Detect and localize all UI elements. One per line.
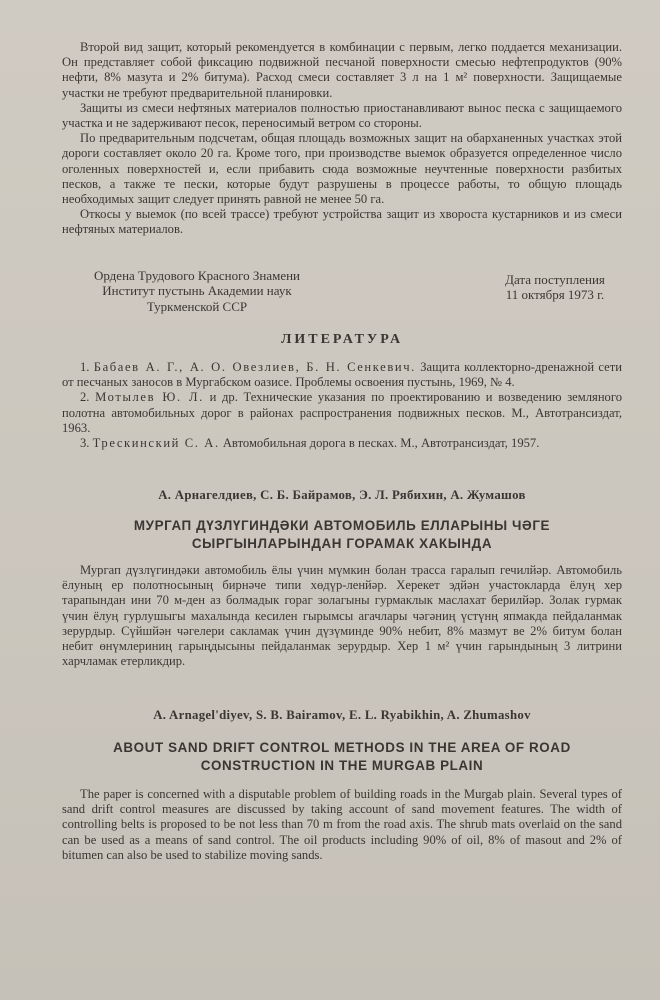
turkmen-authors: А. Арнагелдиев, С. Б. Байрамов, Э. Л. Рябихин, А. Жумашов (158, 488, 526, 502)
affiliation-line-3: Туркменской ССР (146, 298, 248, 314)
reference-number: 1. (80, 360, 90, 374)
reference-text: Автомобильная дорога в песках. М., Автотрансиздат, 1957. (219, 436, 540, 451)
english-title-line-2: CONSTRUCTION IN THE MURGAB PLAIN (200, 758, 484, 773)
reference-1 (62, 360, 622, 390)
english-summary (62, 708, 622, 863)
intro-section (62, 40, 622, 238)
reference-3 (62, 436, 622, 451)
literature-heading: ЛИТЕРАТУРА (280, 332, 404, 347)
turkmen-summary (62, 488, 622, 669)
intro-paragraph-2: Защиты из смеси нефтяных материалов полностью приостанавливают вынос песка с защищаемого участка и не задерживают песок, переносимый ветром со стороны. (62, 100, 622, 131)
reference-authors: Мотылев Ю. Л. (95, 390, 204, 405)
literature-section (62, 332, 622, 451)
reference-text: и др. Технические указания по проектированию и возведению земляного полотна автомобильных дорог в районах распространения подвижных песков. М., Автотрансиздат, 1963. (62, 390, 622, 435)
intro-paragraph-4: Откосы у выемок (по всей трассе) требуют устройства защит из хвороста кустарников и из смеси нефтяных материалов. (62, 207, 622, 237)
reference-authors: Бабаев А. Г., А. О. Овезлиев, Б. Н. Сенкевич. (93, 360, 416, 374)
affiliation-block (62, 268, 332, 314)
turkmen-title-line-2: СЫРГЫНЛАРЫНДАН ГОРАМАК ХАКЫНДА (191, 536, 493, 551)
received-label: Дата поступления (505, 272, 605, 287)
received-date-block (480, 272, 630, 303)
reference-text: Защита коллекторно-дренажной сети от песчаных заносов в Мургабском оазисе. Проблемы освоения пустынь, 1969, № 4. (62, 360, 622, 390)
intro-paragraph-1: Второй вид защит, который рекомендуется в комбинации с первым, легко поддается механизации. Он представляет собой фиксацию подвижной песчаной поверхности смесью нефтепродуктов (90% нефти, 8% мазута и 2% битума). Расход смеси составляет 3 л на 1 м² поверхности. Защищаемые участки не требуют предварительной планировки. (62, 40, 622, 100)
intro-paragraph-3: По предварительным подсчетам, общая площадь возможных защит на обарханенных участках этой дороги составляет около 20 га. Кроме того, при производстве выемок образуется определенное число оголенных поверхностей и, если прибавить сюда возможные неучтенные поверхности разбитых песков, а также те пески, которые будут разрушены в процессе работы, то общую площадь необходимых защит следует принять равной не менее 50 га. (62, 131, 622, 207)
affiliation-line-1: Ордена Трудового Красного Знамени (93, 268, 301, 283)
turkmen-abstract: Мургап дүзлүгиндәки автомобиль ёлы үчин мүмкин болан трасса гаралып гечилйәр. Автомобиль ёлуның ер полотносының бирнәче типи хөдүр-ленйәр. Херекет эдйән участокларда ёлуң хер тарапындан ини 70 м-ден аз болмадык гораг золагыны гурмаклык маслахат берилйәр. Золак гурмак үчин ёлуң гурлушыгы махалында кесилен гырымсы агачлары чәгәниң үстүнң япмакда пейдаланмак зерурдыр. Сүйшйән чәгелери сакламак үчин дүзүминде 90% небит, 8% мазмут ве 2% битум болан небит өнүмлериниң гарыңдысыны пейдаланмак зерурдыр. Хер 1 м² үчин гарындының 3 литрини харчламак етерликдир. (62, 563, 622, 669)
reference-number: 3. (80, 436, 90, 451)
turkmen-title-line-1: МУРГАП ДҮЗЛҮГИНДӘКИ АВТОМОБИЛЬ ЕЛЛАРЫНЫ ЧӘГЕ (133, 518, 551, 533)
reference-authors: Трескинский С. А. (92, 436, 220, 451)
reference-2 (62, 390, 622, 436)
affiliation-line-2: Институт пустынь Академии наук (102, 283, 292, 299)
reference-number: 2. (80, 390, 90, 405)
english-title-line-1: ABOUT SAND DRIFT CONTROL METHODS IN THE AREA OF ROAD (113, 740, 571, 755)
received-date: 11 октября 1973 г. (505, 287, 605, 303)
english-authors: A. Arnagel'diyev, S. B. Bairamov, E. L. Ryabikhin, A. Zhumashov (153, 708, 531, 722)
english-abstract: The paper is concerned with a disputable problem of building roads in the Murgab plain. Several types of sand drift control measures are discussed by taking account of sand movement features. The width of controlling belts is proposed to be not less than 70 m from the road axis. The shrub mats overlaid on the sand can be used as a means of sand control. The oil products including 90% of oil, 8% of masout and 2% of bitumen can also be used to stabilize moving sands. (62, 787, 622, 862)
